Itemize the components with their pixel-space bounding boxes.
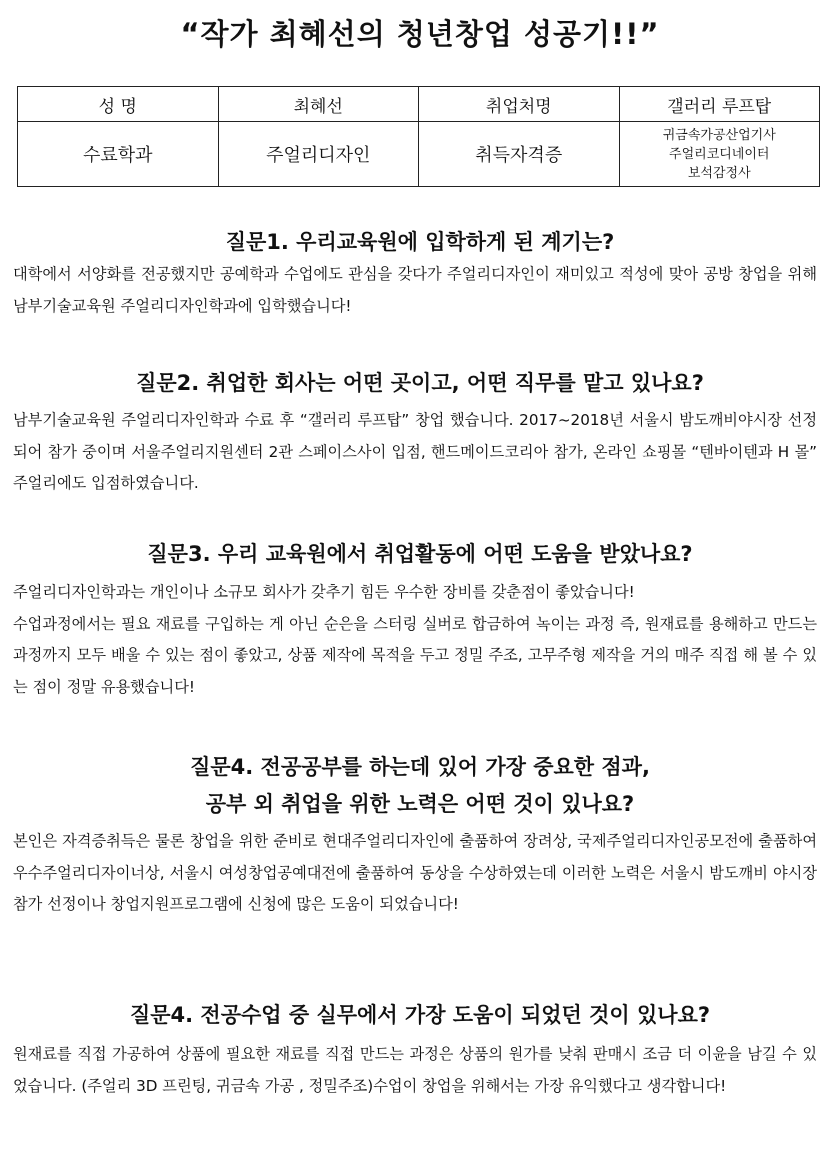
question-5 [0, 999, 840, 1031]
cert-label: 취득자격증 [419, 122, 620, 187]
page-title: “작가 최혜선의 청년창업 성공기!!” [180, 17, 660, 51]
question-line: 질문4. 전공공부를 하는데 있어 가장 중요한 점과, [190, 755, 650, 779]
name-value: 최혜선 [218, 87, 419, 122]
answer-paragraph: 주얼리디자인학과는 개인이나 소규모 회사가 갖추기 힘든 우수한 장비를 갖춘점이 좋았습니다! [13, 583, 635, 601]
course-label: 수료학과 [18, 122, 219, 187]
profile-header-row [18, 87, 820, 122]
answer-paragraph: 본인은 자격증취득은 물론 창업을 위한 준비로 현대주얼리디자인에 출품하여 장려상, 국제주얼리디자인공모전에 출품하여 우수주얼리디자이너상, 서울시 여성창업공예대전에 출품하여 동상을 수상하였는데 이러한 노력은 서울시 밤도깨비 야시장 참가 선정이나 창업지원프로그램에 신청에 많은 도움이 되었습니다! [13, 832, 817, 913]
question-1 [0, 226, 840, 258]
answer-paragraph: 원재료를 직접 가공하여 상품에 필요한 재료를 직접 만드는 과정은 상품의 원가를 낮춰 판매시 조금 더 이윤을 남길 수 있었습니다. (주얼리 3D 프린팅, 귀금속 가공 , 정밀주조)수업이 창업을 위해서는 가장 유익했다고 생각합니다! [13, 1045, 817, 1095]
cert-item: 주얼리코디네이터 [669, 146, 770, 162]
course-value: 주얼리디자인 [218, 122, 419, 187]
question-line: 질문1. 우리교육원에 입학하게 된 계기는? [225, 230, 615, 254]
answer-1 [13, 259, 817, 322]
cert-item: 귀금속가공산업기사 [662, 127, 776, 143]
question-3 [0, 538, 840, 570]
answer-paragraph: 남부기술교육원 주얼리디자인학과 수료 후 “갤러리 루프탑” 창업 했습니다. 2017~2018년 서울시 밤도깨비야시장 선정되어 참가 중이며 서울주얼리지원센터 2관 스페이스사이 입점, 핸드메이드코리아 참가, 온라인 쇼핑몰 “텐바이텐과 H 몰” 주얼리에도 입점하였습니다. [13, 411, 817, 492]
employer-label: 취업처명 [419, 87, 620, 122]
question-2 [0, 367, 840, 399]
profile-table [17, 86, 820, 187]
question-4 [0, 749, 840, 823]
cert-list [619, 122, 820, 187]
answer-5 [13, 1039, 817, 1102]
answer-2 [13, 405, 817, 500]
answer-4 [13, 826, 817, 921]
employer-value: 갤러리 루프탑 [619, 87, 820, 122]
question-line: 질문3. 우리 교육원에서 취업활동에 어떤 도움을 받았나요? [147, 542, 693, 566]
question-line: 공부 외 취업을 위한 노력은 어떤 것이 있나요? [205, 792, 635, 816]
profile-detail-row [18, 122, 820, 187]
answer-paragraph: 대학에서 서양화를 전공했지만 공예학과 수업에도 관심을 갖다가 주얼리디자인이 재미있고 적성에 맞아 공방 창업을 위해 남부기술교육원 주얼리디자인학과에 입학했습니다! [13, 265, 817, 315]
question-line: 질문4. 전공수업 중 실무에서 가장 도움이 되었던 것이 있나요? [129, 1003, 711, 1027]
name-label: 성 명 [18, 87, 219, 122]
answer-3 [13, 577, 817, 703]
answer-paragraph: 수업과정에서는 필요 재료를 구입하는 게 아닌 순은을 스터링 실버로 합금하여 녹이는 과정 즉, 원재료를 용해하고 만드는 과정까지 모두 배울 수 있는 점이 좋았고, 상품 제작에 목적을 두고 정밀 주조, 고무주형 제작을 거의 매주 직접 해 볼 수 있는 점이 정말 유용했습니다! [13, 614, 817, 696]
question-line: 질문2. 취업한 회사는 어떤 곳이고, 어떤 직무를 맡고 있나요? [136, 371, 704, 395]
cert-item: 보석감정사 [687, 165, 751, 181]
